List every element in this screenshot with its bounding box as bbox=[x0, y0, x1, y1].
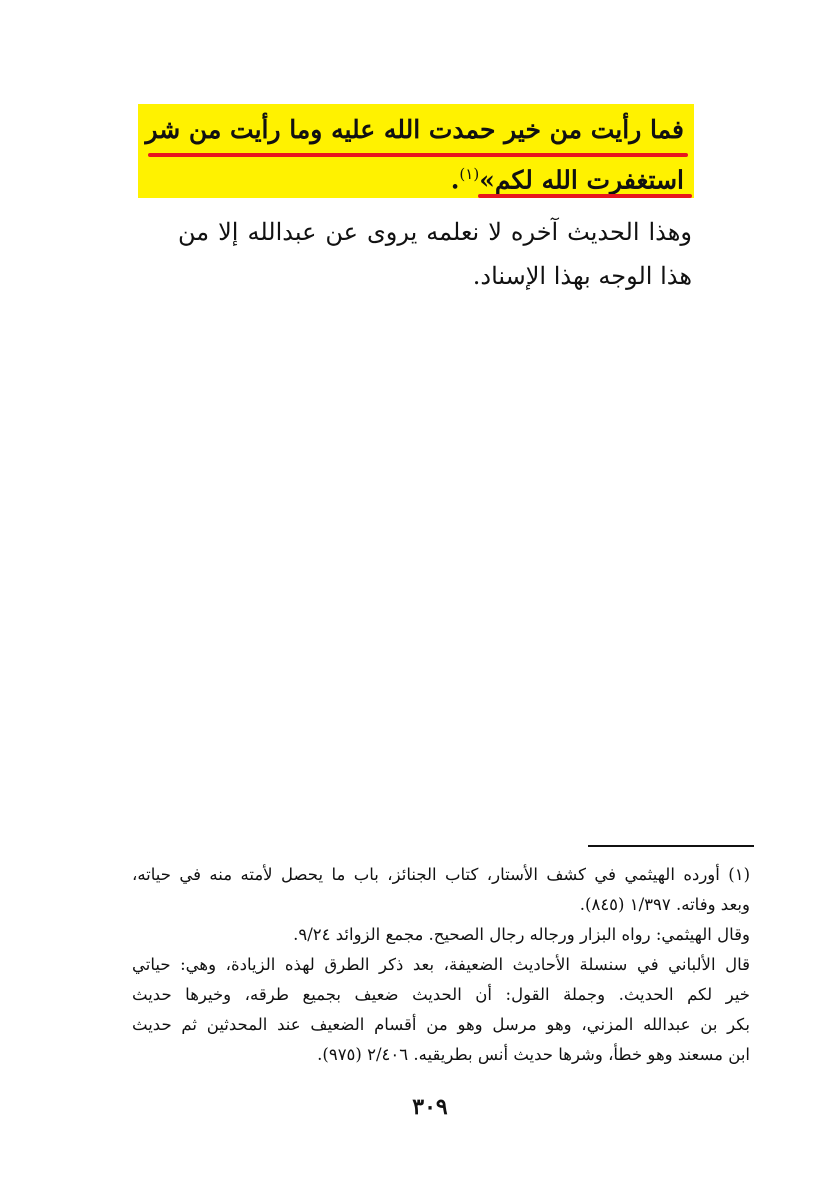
quote-line-2-text: استغفرت الله لكم» bbox=[479, 165, 684, 195]
footnote-separator bbox=[588, 845, 754, 847]
footnotes bbox=[132, 860, 750, 1070]
footnote-line: بكر بن عبدالله المزني، وهو مرسل وهو من أقسام الضعيف عند المحدثين ثم حديث bbox=[132, 1015, 750, 1034]
footnote-line: (١) أورده الهيثمي في كشف الأستار، كتاب الجنائز، باب ما يحصل لأمته منه في حياته، bbox=[132, 865, 750, 884]
quote-line-2 bbox=[451, 158, 684, 196]
red-underline-1 bbox=[148, 153, 688, 157]
footnote-line: وبعد وفاته. ١/٣٩٧ (٨٤٥). bbox=[579, 895, 750, 914]
footnote-line: قال الألباني في سنسلة الأحاديث الضعيفة، بعد ذكر الطرق لهذه الزيادة، وهي: حياتي bbox=[132, 955, 750, 974]
page-number: ٣٠٩ bbox=[412, 1094, 448, 1120]
footnote-line: ابن مسعند وهو خطأ، وشرها حديث أنس بطريقيه. ٢/٤٠٦ (٩٧٥). bbox=[317, 1045, 750, 1064]
footnote-line: خير لكم الحديث. وجملة القول: أن الحديث ضعيف بجميع طرقه، وخيرها حديث bbox=[132, 985, 750, 1004]
footnote-line: وقال الهيثمي: رواه البزار ورجاله رجال الصحيح. مجمع الزوائد ٩/٢٤. bbox=[293, 925, 750, 944]
footnote-ref-marker: (١) bbox=[459, 165, 480, 183]
quote-line-1: فما رأيت من خير حمدت الله عليه وما رأيت من شر bbox=[145, 115, 684, 144]
red-underline-2 bbox=[478, 194, 692, 198]
paragraph-line-2: هذا الوجه بهذا الإسناد. bbox=[472, 262, 692, 290]
highlighted-quote bbox=[138, 104, 694, 198]
main-paragraph bbox=[178, 210, 692, 298]
quote-period: . bbox=[450, 165, 460, 195]
paragraph-line-1: وهذا الحديث آخره لا نعلمه يروى عن عبدالله إلا من bbox=[178, 218, 692, 246]
